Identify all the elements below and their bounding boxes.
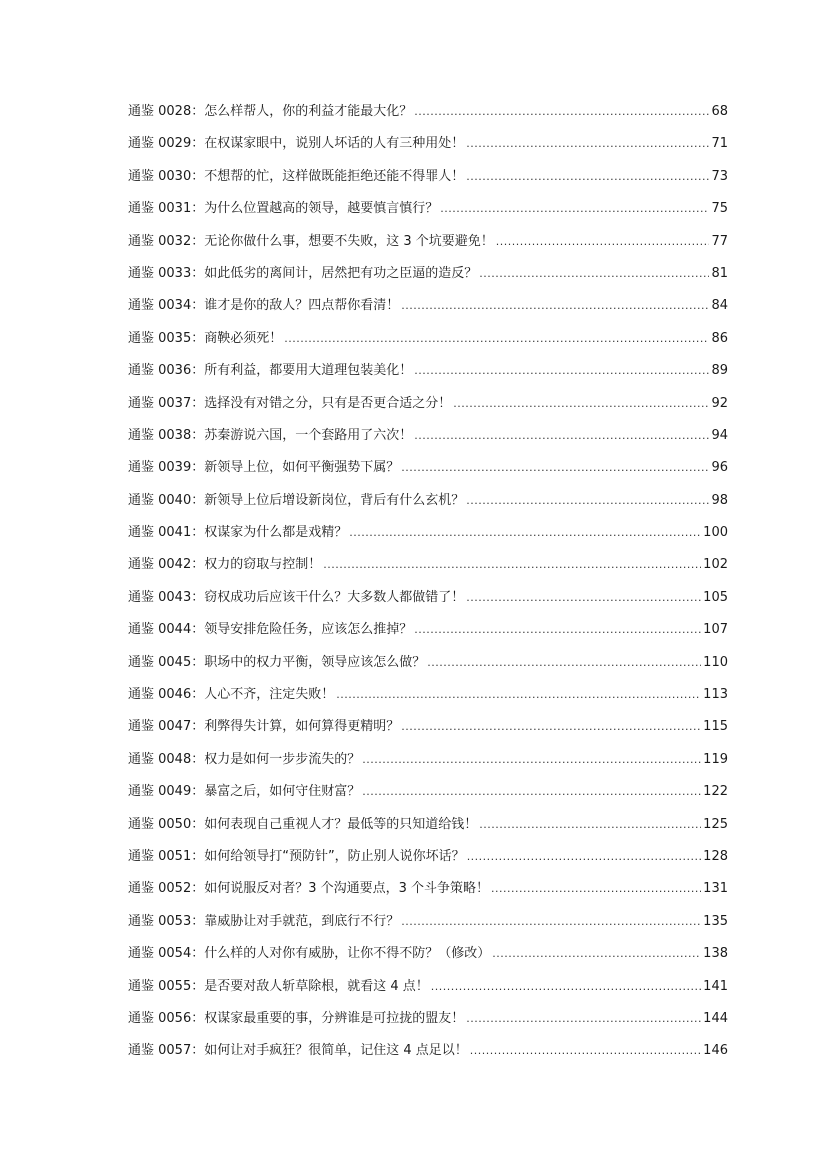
toc-leader-dots <box>401 294 709 318</box>
toc-entry-title: 通鉴 0046：人心不齐，注定失败！ <box>128 687 335 703</box>
toc-entry[interactable] <box>128 424 728 456</box>
toc-entry[interactable] <box>128 165 728 197</box>
toc-entry-page: 141 <box>703 978 728 994</box>
toc-leader-dots <box>414 100 709 124</box>
toc-entry-page: 92 <box>711 395 728 411</box>
toc-entry-page: 98 <box>711 492 728 508</box>
toc-leader-dots <box>467 845 701 869</box>
toc-entry-page: 96 <box>711 460 728 476</box>
toc-entry-title: 通鉴 0036：所有利益，都要用大道理包装美化！ <box>128 363 413 379</box>
toc-entry-page: 71 <box>711 136 728 152</box>
toc-entry-page: 94 <box>711 427 728 443</box>
toc-leader-dots <box>349 521 701 545</box>
toc-entry-title: 通鉴 0041：权谋家为什么都是戏精？ <box>128 525 348 541</box>
toc-entry[interactable] <box>128 813 728 845</box>
toc-entry-page: 107 <box>703 622 728 638</box>
toc-entry[interactable] <box>128 748 728 780</box>
toc-leader-dots <box>496 230 710 254</box>
toc-leader-dots <box>466 1007 701 1031</box>
toc-leader-dots <box>362 748 701 772</box>
toc-entry-title: 通鉴 0045：职场中的权力平衡，领导应该怎么做？ <box>128 654 426 670</box>
toc-entry[interactable] <box>128 845 728 877</box>
toc-entry-page: 100 <box>703 525 728 541</box>
toc-entry[interactable] <box>128 1007 728 1039</box>
toc-entry-page: 73 <box>711 168 728 184</box>
toc-entry[interactable] <box>128 456 728 488</box>
toc-entry-page: 144 <box>703 1010 728 1026</box>
toc-entry-page: 115 <box>703 719 728 735</box>
toc-entry[interactable] <box>128 521 728 553</box>
toc-leader-dots <box>491 877 701 901</box>
toc-leader-dots <box>362 780 701 804</box>
toc-leader-dots <box>466 165 709 189</box>
toc-leader-dots <box>470 1039 701 1063</box>
toc-entry[interactable] <box>128 586 728 618</box>
toc-entry[interactable] <box>128 100 728 132</box>
toc-entry-title: 通鉴 0044：领导安排危险任务，应该怎么推掉？ <box>128 622 413 638</box>
toc-leader-dots <box>466 586 701 610</box>
toc-leader-dots <box>466 132 709 156</box>
toc-leader-dots <box>479 813 701 837</box>
toc-entry[interactable] <box>128 942 728 974</box>
toc-entry-title: 通鉴 0055：是否要对敌人斩草除根，就看这 4 点！ <box>128 978 429 994</box>
toc-leader-dots <box>440 197 709 221</box>
toc-entry-title: 通鉴 0057：如何让对手疯狂？很简单，记住这 4 点足以！ <box>128 1043 468 1059</box>
toc-entry[interactable] <box>128 910 728 942</box>
toc-entry[interactable] <box>128 489 728 521</box>
toc-entry-page: 110 <box>703 654 728 670</box>
toc-entry[interactable] <box>128 132 728 164</box>
toc-entry-title: 通鉴 0037：选择没有对错之分，只有是否更合适之分！ <box>128 395 452 411</box>
toc-entry-title: 通鉴 0043：窃权成功后应该干什么？大多数人都做错了！ <box>128 589 465 605</box>
toc-entry-page: 68 <box>711 104 728 119</box>
toc-entry-page: 125 <box>703 816 728 832</box>
toc-entry-page: 146 <box>703 1043 728 1059</box>
toc-entry-title: 通鉴 0056：权谋家最重要的事，分辨谁是可拉拢的盟友！ <box>128 1010 465 1026</box>
toc-entry-title: 通鉴 0047：利弊得失计算，如何算得更精明？ <box>128 719 400 735</box>
toc-leader-dots <box>401 910 701 934</box>
toc-entry-title: 通鉴 0035：商鞅必须死！ <box>128 330 283 346</box>
toc-entry[interactable] <box>128 683 728 715</box>
toc-leader-dots <box>401 456 709 480</box>
toc-entry[interactable] <box>128 392 728 424</box>
toc-entry-title: 通鉴 0051：如何给领导打“预防针”，防止别人说你坏话？ <box>128 848 465 864</box>
toc-entry[interactable] <box>128 651 728 683</box>
toc-entry[interactable] <box>128 294 728 326</box>
toc-entry-title: 通鉴 0029：在权谋家眼中，说别人坏话的人有三种用处！ <box>128 136 465 152</box>
toc-entry-title: 通鉴 0052：如何说服反对者？3 个沟通要点，3 个斗争策略！ <box>128 881 490 897</box>
toc-entry-title: 通鉴 0028：怎么样帮人，你的利益才能最大化？ <box>128 104 413 119</box>
toc-entry-page: 138 <box>703 946 728 962</box>
toc-entry-title: 通鉴 0033：如此低劣的离间计，居然把有功之臣逼的造反？ <box>128 265 478 281</box>
toc-entry-title: 通鉴 0049：暴富之后，如何守住财富？ <box>128 784 361 800</box>
toc-entry-title: 通鉴 0030：不想帮的忙，这样做既能拒绝还能不得罪人！ <box>128 168 465 184</box>
toc-entry-page: 113 <box>703 687 728 703</box>
toc-leader-dots <box>323 553 701 577</box>
toc-entry[interactable] <box>128 618 728 650</box>
toc-entry-title: 通鉴 0038：苏秦游说六国，一个套路用了六次！ <box>128 427 413 443</box>
toc-entry[interactable] <box>128 197 728 229</box>
toc-entry-page: 102 <box>703 557 728 573</box>
toc-leader-dots <box>414 424 709 448</box>
toc-entry[interactable] <box>128 780 728 812</box>
toc-entry-page: 122 <box>703 784 728 800</box>
toc-entry-title: 通鉴 0050：如何表现自己重视人才？最低等的只知道给钱！ <box>128 816 478 832</box>
toc-entry[interactable] <box>128 715 728 747</box>
toc-leader-dots <box>427 651 701 675</box>
toc-entry[interactable] <box>128 359 728 391</box>
toc-entry[interactable] <box>128 975 728 1007</box>
toc-entry-page: 81 <box>711 265 728 281</box>
toc-leader-dots <box>414 618 701 642</box>
toc-entry-page: 86 <box>711 330 728 346</box>
toc-entry-page: 105 <box>703 589 728 605</box>
toc-entry-page: 119 <box>703 751 728 767</box>
toc-leader-dots <box>336 683 701 707</box>
toc-entry-title: 通鉴 0054：什么样的人对你有威胁，让你不得不防？（修改） <box>128 946 491 962</box>
toc-leader-dots <box>431 975 701 999</box>
toc-leader-dots <box>479 262 709 286</box>
toc-entry-page: 77 <box>711 233 728 249</box>
toc-leader-dots <box>466 489 709 513</box>
table-of-contents <box>128 100 728 1072</box>
toc-entry-title: 通鉴 0053：靠威胁让对手就范，到底行不行？ <box>128 913 400 929</box>
toc-entry[interactable] <box>128 553 728 585</box>
toc-entry-title: 通鉴 0048：权力是如何一步步流失的？ <box>128 751 361 767</box>
toc-leader-dots <box>453 392 709 416</box>
toc-entry[interactable] <box>128 877 728 909</box>
toc-leader-dots <box>284 327 709 351</box>
toc-leader-dots <box>401 715 701 739</box>
toc-entry[interactable] <box>128 262 728 294</box>
toc-entry-page: 84 <box>711 298 728 314</box>
toc-entry-title: 通鉴 0039：新领导上位，如何平衡强势下属？ <box>128 460 400 476</box>
toc-entry-title: 通鉴 0031：为什么位置越高的领导，越要慎言慎行？ <box>128 201 439 217</box>
toc-entry-page: 128 <box>703 848 728 864</box>
toc-entry-title: 通鉴 0032：无论你做什么事，想要不失败，这 3 个坑要避免！ <box>128 233 494 249</box>
toc-entry[interactable] <box>128 327 728 359</box>
toc-entry-page: 75 <box>711 201 728 217</box>
toc-entry-page: 131 <box>703 881 728 897</box>
toc-leader-dots <box>492 942 701 966</box>
toc-entry-page: 135 <box>703 913 728 929</box>
toc-entry-title: 通鉴 0042：权力的窃取与控制！ <box>128 557 322 573</box>
toc-leader-dots <box>414 359 709 383</box>
toc-entry[interactable] <box>128 1039 728 1071</box>
toc-entry-page: 89 <box>711 363 728 379</box>
toc-entry-title: 通鉴 0040：新领导上位后增设新岗位，背后有什么玄机？ <box>128 492 465 508</box>
toc-entry[interactable] <box>128 230 728 262</box>
toc-entry-title: 通鉴 0034：谁才是你的敌人？四点帮你看清！ <box>128 298 400 314</box>
